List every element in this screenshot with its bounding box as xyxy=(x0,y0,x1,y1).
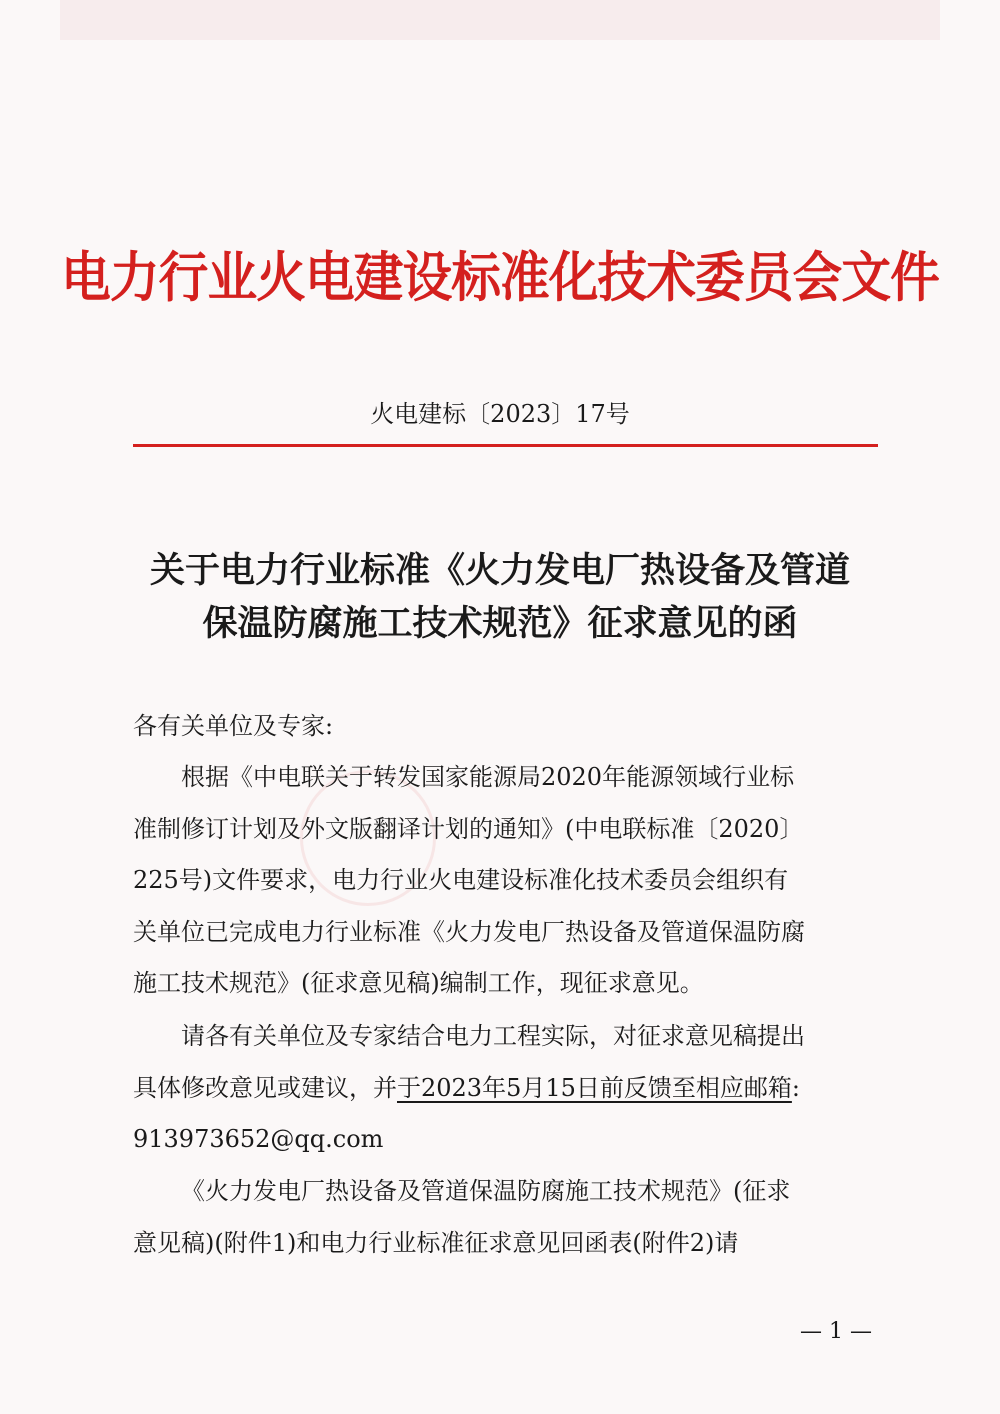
paragraph-1-line: 225号)文件要求，电力行业火电建设标准化技术委员会组织有 xyxy=(133,866,789,894)
subject-line-1: 关于电力行业标准《火力发电厂热设备及管道 xyxy=(149,551,850,591)
paragraph-1-line: 根据《中电联关于转发国家能源局2020年能源领域行业标 xyxy=(181,763,795,791)
document-header-title: 电力行业火电建设标准化技术委员会文件 xyxy=(61,246,939,309)
paragraph-1-line: 关单位已完成电力行业标准《火力发电厂热设备及管道保温防腐 xyxy=(133,917,805,946)
deadline-suffix: : xyxy=(791,1073,800,1102)
paragraph-1 xyxy=(133,752,878,1010)
document-number: 火电建标〔2023〕17号 xyxy=(370,400,630,428)
header-red-divider xyxy=(133,444,878,447)
paragraph-2-line: 请各有关单位及专家结合电力工程实际，对征求意见稿提出 xyxy=(181,1022,805,1050)
feedback-email: 913973652@qq.com xyxy=(133,1125,384,1153)
deadline-prefix: 具体修改意见或建议，并 xyxy=(133,1073,397,1102)
scan-top-band xyxy=(60,0,940,40)
subject-line-2: 保温防腐施工技术规范》征求意见的函 xyxy=(202,604,798,644)
paragraph-2-line-deadline xyxy=(133,1063,878,1115)
paragraph-2 xyxy=(133,1011,878,1166)
paragraph-1-line: 施工技术规范》(征求意见稿)编制工作，现征求意见。 xyxy=(133,969,704,997)
paragraph-3-line: 意见稿)(附件1)和电力行业标准征求意见回函表(附件2)请 xyxy=(133,1228,739,1257)
paragraph-1-line: 准制修订计划及外文版翻译计划的通知》(中电联标准〔2020〕 xyxy=(133,814,804,843)
paragraph-3-line: 《火力发电厂热设备及管道保温防腐施工技术规范》(征求 xyxy=(181,1177,791,1205)
page-number: — 1 — xyxy=(800,1319,872,1344)
paragraph-3 xyxy=(133,1166,878,1269)
salutation: 各有关单位及专家: xyxy=(133,712,334,740)
document-subject xyxy=(100,545,900,651)
deadline-underlined: 于2023年5月15日前反馈至相应邮箱 xyxy=(397,1073,792,1102)
